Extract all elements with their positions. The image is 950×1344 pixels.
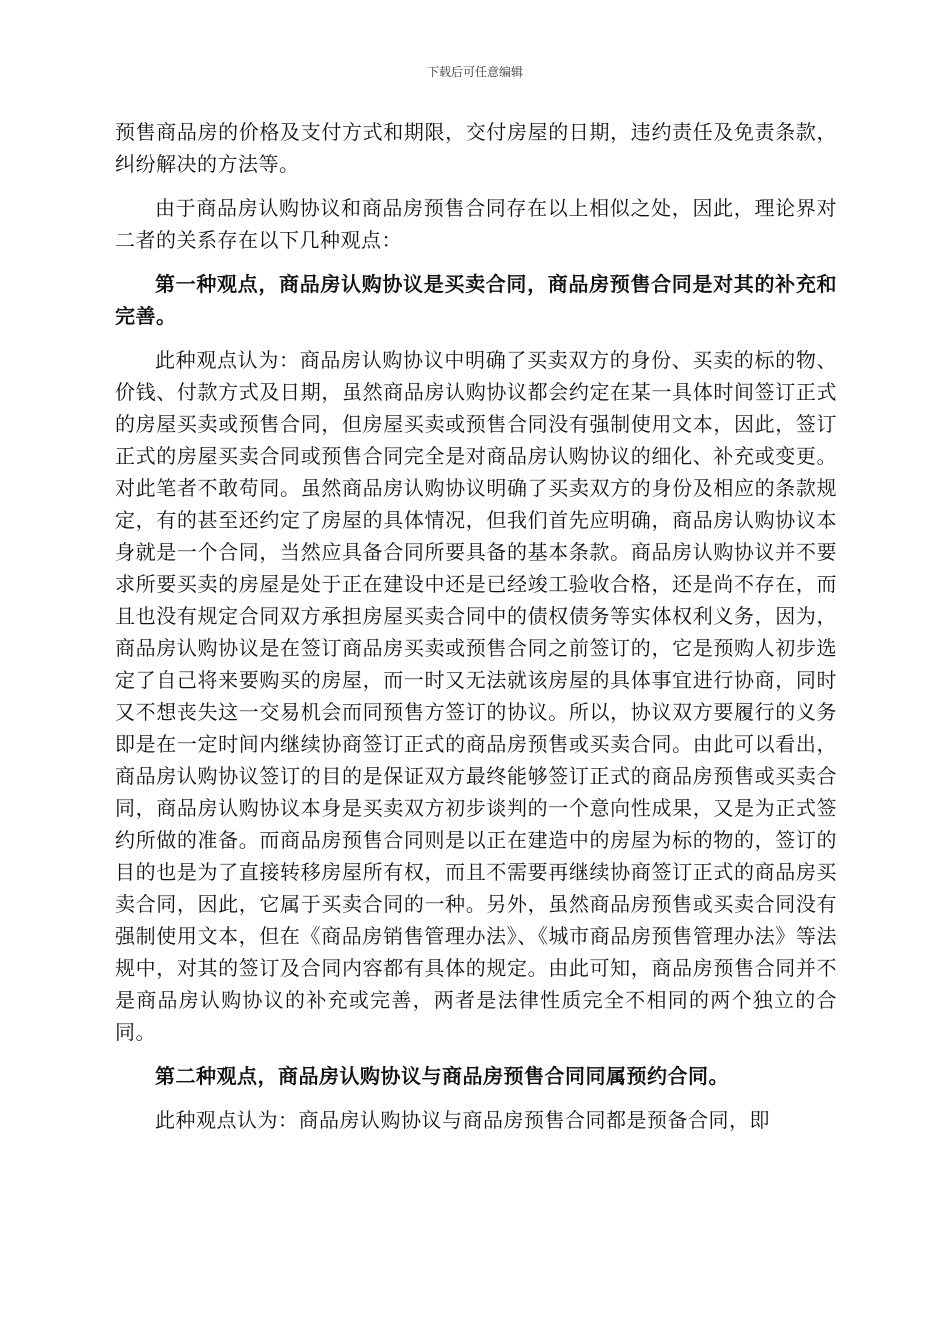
heading-viewpoint-2: 第二种观点，商品房认购协议与商品房预售合同同属预约合同。 bbox=[155, 1064, 729, 1088]
paragraph-gap bbox=[115, 256, 837, 268]
paragraph-gap bbox=[115, 180, 837, 192]
paragraph-viewpoint-2-body: 此种观点认为：商品房认购协议与商品房预售合同都是预备合同，即 bbox=[155, 1108, 770, 1132]
paragraph-viewpoint-1-body: 此种观点认为：商品房认购协议中明确了买卖双方的身份、买卖的标的物、价钱、付款方式及日期，虽然商品房认购协议都会约定在某一具体时间签订正式的房屋买卖或预售合同，但房屋买卖或预售合同没有强制使用文本，因此，签订正式的房屋买卖合同或预售合同完全是对商品房认购协议的细化、补充或变更。对此笔者不敢苟同。虽然商品房认购协议明确了买卖双方的身份及相应的条款规定，有的甚至还约定了房屋的具体情况，但我们首先应明确，商品房认购协议本身就是一个合同，当然应具备合同所要具备的基本条款。商品房认购协议并不要求所要买卖的房屋是处于正在建设中还是已经竣工验收合格，还是尚不存在，而且也没有规定合同双方承担房屋买卖合同中的债权债务等实体权利义务，因为，商品房认购协议是在签订商品房买卖或预售合同之前签订的，它是预购人初步选定了自己将来要购买的房屋，而一时又无法就该房屋的具体事宜进行协商，同时又不想丧失这一交易机会而同预售方签订的协议。所以，协议双方要履行的义务即是在一定时间内继续协商签订正式的商品房预售或买卖合同。由此可以看出，商品房认购协议签订的目的是保证双方最终能够签订正式的商品房预售或买卖合同，商品房认购协议本身是买卖双方初步谈判的一个意向性成果，又是为正式签约所做的准备。而商品房预售合同则是以正在建造中的房屋为标的物的，签订的目的也是为了直接转移房屋所有权，而且不需要再继续协商签订正式的商品房买卖合同，因此，它属于买卖合同的一种。另外，虽然商品房预售或买卖合同没有强制使用文本，但在《商品房销售管理办法》、《城市商品房预售管理办法》等法规中，对其的签订及合同内容都有具体的规定。由此可知，商品房预售合同并不是商品房认购协议的补充或完善，两者是法律性质完全不相同的两个独立的合同。 bbox=[115, 348, 837, 1044]
paragraph-1: 预售商品房的价格及支付方式和期限，交付房屋的日期，违约责任及免责条款，纠纷解决的方法等。 bbox=[115, 120, 837, 176]
paragraph-gap bbox=[115, 1048, 837, 1060]
heading-viewpoint-1: 第一种观点，商品房认购协议是买卖合同，商品房预售合同是对其的补充和完善。 bbox=[115, 272, 837, 328]
document-body bbox=[115, 116, 837, 1136]
paragraph-gap bbox=[115, 332, 837, 344]
paragraph-gap bbox=[115, 1092, 837, 1104]
page-header: 下载后可任意编辑 bbox=[426, 65, 523, 79]
paragraph-2: 由于商品房认购协议和商品房预售合同存在以上相似之处，因此，理论界对二者的关系存在以下几种观点： bbox=[115, 196, 837, 252]
